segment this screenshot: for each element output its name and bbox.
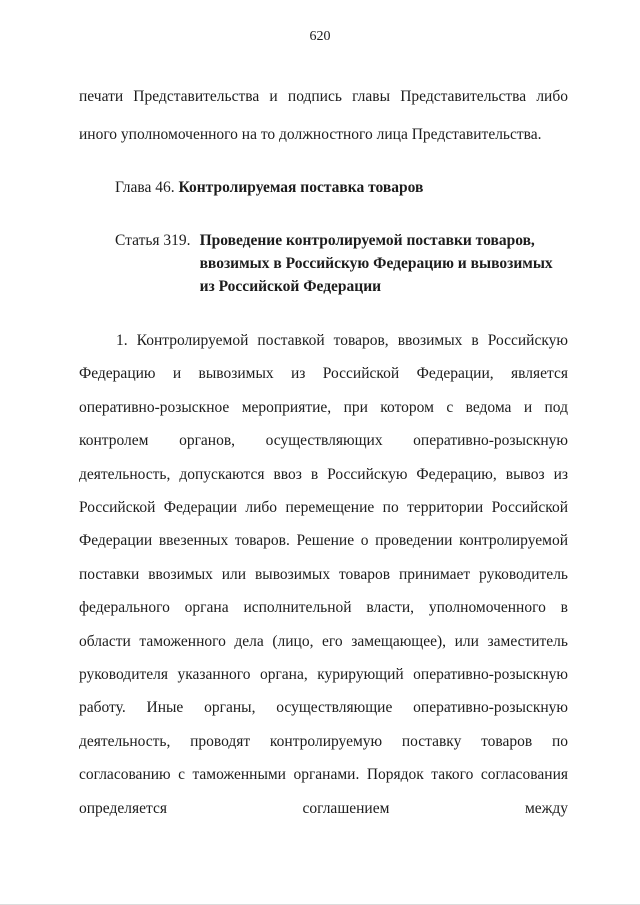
page-number: 620 bbox=[309, 29, 331, 44]
article-title: Проведение контролируемой поставки товаров, ввозимых в Российскую Федерацию и вывозимых из Российской Федерации bbox=[199, 232, 553, 295]
paragraph-continuation: печати Представительства и подпись главы Представительства либо иного уполномоченного на то должностного лица Представительства. bbox=[79, 88, 568, 143]
article-label: Статья 319. bbox=[115, 232, 191, 249]
article-heading bbox=[79, 229, 568, 298]
article-body-paragraph: 1. Контролируемой поставкой товаров, ввозимых в Российскую Федерацию и вывозимых из Российской Федерации, является оперативно-розыскное мероприятие, при котором с ведома и под контролем органов, осуществляющих оперативно-розыскную деятельность, допускаются ввоз в Российскую Федерацию, вывоз из Российской Федерации либо перемещение по территории Российской Федерации ввезенных товаров. Решение о проведении контролируемой поставки ввозимых или вывозимых товаров принимает руководитель федерального органа исполнительной власти, уполномоченного в области таможенного дела (лицо, его замещающее), или заместитель руководителя указанного органа, курирующий оперативно-розыскную работу. Иные органы, осуществляющие оперативно-розыскную деятельность, проводят контролируемую поставку товаров по согласованию с таможенными органами. Порядок такого согласования определяется соглашением между bbox=[79, 332, 568, 817]
chapter-title: Контролируемая поставка товаров bbox=[178, 179, 424, 196]
chapter-label: Глава 46. bbox=[115, 179, 175, 196]
page-content bbox=[79, 78, 568, 825]
chapter-heading bbox=[79, 176, 568, 199]
